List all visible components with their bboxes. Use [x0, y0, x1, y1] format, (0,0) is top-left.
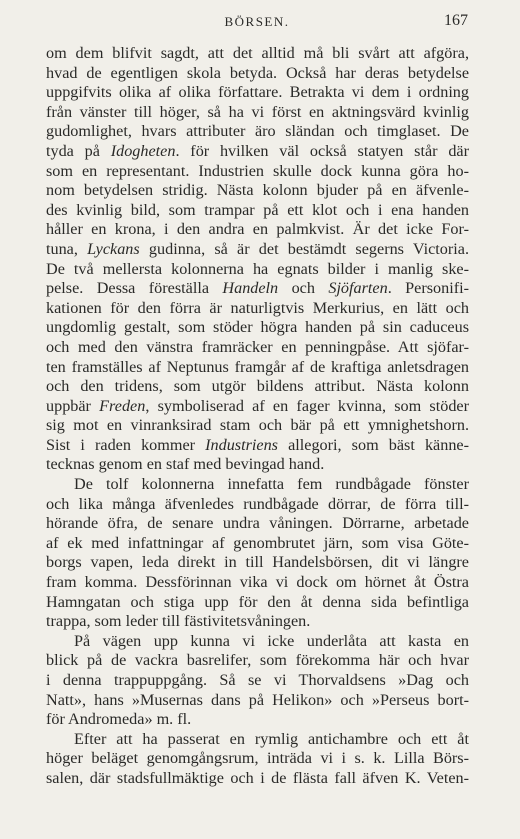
text-span: uppbär	[46, 396, 100, 415]
text-span: På vägen upp kunna vi icke underlåta att kasta en	[74, 631, 469, 650]
text-line	[46, 83, 469, 103]
text-span: des kvinlig bild, som trampar på ett klot och i ena handen	[46, 200, 469, 219]
text-span: i denna trappuppgång. Så se vi Thorvaldsens »Dag och	[46, 671, 469, 689]
text-line	[46, 162, 469, 182]
text-span: tyda på	[46, 141, 111, 160]
text-span: tecknas genom en staf med bevingad hand.	[46, 455, 325, 474]
text-line	[46, 299, 469, 319]
text-span: och den tridens, som utgör bildens attribut. Nästa kolonn	[46, 377, 469, 396]
text-line	[46, 358, 469, 378]
text-span: kationen för den förra är naturligtvis Merkurius, en lätt och	[46, 298, 469, 317]
text-span: Natt», hans »Musernas dans på Helikon» och »Perseus bort-	[46, 690, 469, 709]
text-span: och lika många äfvenledes rundbågade dörrar, de förra till-	[46, 494, 469, 513]
text-span: nom betydelsen stridig. Nästa kolonn bjuder på en äfvenle-	[46, 181, 469, 200]
text-line	[46, 181, 469, 201]
text-span: trappa, som leder till fästivitetsvåningen.	[46, 612, 311, 631]
text-span: och med den vänstra framräcker en penningpåse. Att sjöfar-	[46, 337, 469, 356]
text-line	[46, 455, 469, 475]
text-line	[46, 44, 469, 64]
text-span: som en representant. Industrien skulle dock kunna göra ho-	[46, 161, 469, 180]
text-span: höger beläget genomgångsrum, inträda vi i s. k. Lilla Börs-	[46, 749, 469, 768]
text-line	[46, 612, 469, 632]
text-line	[46, 397, 469, 417]
text-span: pelse. Dessa föreställa	[46, 279, 223, 298]
text-line	[46, 220, 469, 240]
text-span: och	[278, 279, 329, 298]
text-span: De tolf kolonnerna innefatta fem rundbågade fönster	[74, 475, 469, 494]
text-line	[46, 103, 469, 123]
text-span: blick på de vackra basrelifer, som förekomma här och hvar	[46, 651, 469, 670]
italic-term: Freden	[99, 396, 146, 415]
text-span: salen, där stadsfullmäktige och i de flästa fall äfven K. Veten-	[46, 768, 469, 787]
text-span: borgs vapen, leda direkt in till Handelsbörsen, dit vi längre	[46, 553, 469, 572]
text-line	[46, 122, 469, 142]
text-line	[46, 475, 469, 495]
text-span: allegori, som bäst känne-	[277, 435, 469, 454]
text-line	[46, 691, 469, 711]
text-span: hvad de egentligen skola betyda. Också har deras betydelse	[46, 63, 469, 82]
page-number: 167	[444, 12, 468, 29]
text-line	[46, 436, 469, 456]
text-span: om dem blifvit sagdt, att det alltid må bli svårt att afgöra,	[46, 44, 469, 62]
text-span: fram komma. Dessförinnan vika vi dock om hörnet åt Östra	[46, 573, 469, 592]
text-span: gudinna, så är det bestämdt segerns Victoria.	[139, 239, 470, 258]
text-span: gudomlighet, hvars attributer äro sländan och timglaset. De	[46, 122, 469, 141]
text-line	[46, 142, 469, 162]
text-span: ungdomlig gestalt, som stöder högra handen på sin caduceus	[46, 318, 469, 337]
text-line	[46, 416, 469, 436]
text-span: från vänster till höger, så ha vi först en aktningsvärd kvinlig	[46, 102, 469, 121]
text-line	[46, 573, 469, 593]
text-line	[46, 534, 469, 554]
text-span: sig mot en vinranksirad stam och bär på ett ymnighetshorn.	[46, 416, 469, 435]
text-line	[46, 495, 469, 515]
text-span: håller en krona, i den andra en palmkvist. Är det icke For-	[46, 220, 469, 239]
text-line	[46, 651, 469, 671]
text-span: . Personifi-	[387, 279, 469, 298]
italic-term: Sjöfarten	[328, 279, 388, 298]
text-span: ten framställes af Neptunus framgår af de kraftiga anletsdragen	[46, 357, 469, 376]
text-span: De två mellersta kolonnerna ha egnats bilder i manlig ske-	[46, 259, 469, 278]
page-header	[46, 12, 468, 32]
text-span: , symboliserad af en fager kvinna, som stöder	[145, 396, 469, 415]
text-line	[46, 749, 469, 769]
italic-term: Handeln	[222, 279, 279, 298]
italic-term: Lyckans	[87, 239, 140, 258]
text-line	[46, 671, 469, 691]
text-span: . för hvilken väl också statyen står där	[175, 141, 469, 160]
text-span: hörande öfra, de senare undra våningen. Dörrarne, arbetade	[46, 514, 469, 533]
running-head: BÖRSEN.	[224, 14, 290, 29]
text-line	[46, 632, 469, 652]
text-line	[46, 769, 469, 789]
body-text	[46, 44, 469, 789]
text-line	[46, 279, 469, 299]
text-line	[46, 240, 469, 260]
text-line	[46, 201, 469, 221]
text-span: uppgifvits olika af olika författare. Betrakta vi dem i ordning	[46, 83, 469, 102]
text-line	[46, 260, 469, 280]
text-line	[46, 338, 469, 358]
text-line	[46, 318, 469, 338]
italic-term: Industriens	[205, 435, 278, 454]
text-line	[46, 553, 469, 573]
text-span: Sist i raden kommer	[46, 435, 206, 454]
text-span: för Andromeda» m. fl.	[46, 710, 192, 729]
text-line	[46, 730, 469, 750]
text-line	[46, 514, 469, 534]
text-line	[46, 710, 469, 730]
text-line	[46, 377, 469, 397]
text-span: af ek med infattningar af genombrutet järn, som visa Göte-	[46, 533, 469, 552]
text-line	[46, 593, 469, 613]
text-span: Efter att ha passerat en rymlig antichambre och ett åt	[74, 729, 469, 748]
italic-term: Idogheten	[110, 141, 176, 160]
text-span: tuna,	[46, 239, 88, 258]
text-span: Hamngatan och stiga upp för den åt denna sida befintliga	[46, 592, 469, 611]
text-line	[46, 64, 469, 84]
